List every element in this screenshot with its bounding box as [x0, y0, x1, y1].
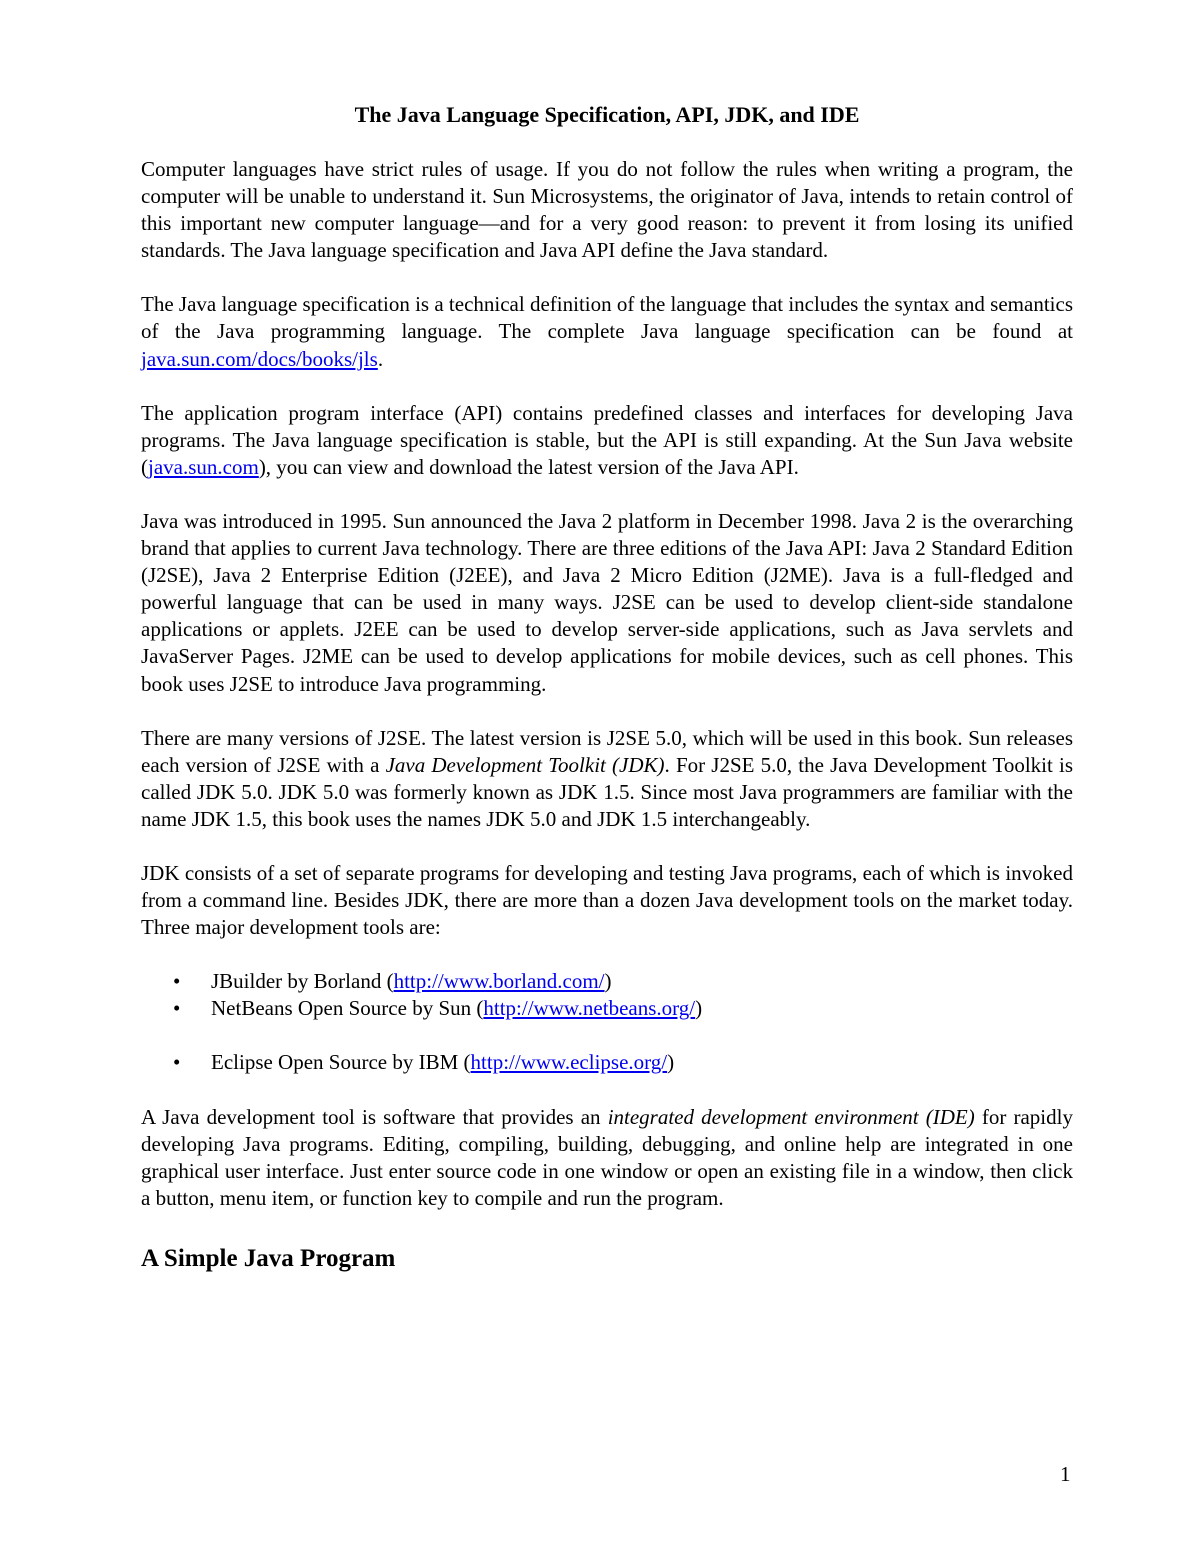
ide-term: integrated development environment (IDE) — [607, 1104, 975, 1129]
list-item — [141, 1049, 1073, 1076]
tool-label: NetBeans Open Source by Sun ( — [211, 996, 484, 1021]
bullet-icon: • — [173, 969, 181, 994]
paragraph-specification — [141, 291, 1073, 372]
paragraph-api-text: The application program interface (API) contains predefined classes and interfaces for developing Java programs. The Java language specification is stable, but the API is still expanding. At the Sun Java website ( — [141, 400, 1073, 479]
paragraph-jdk: JDK consists of a set of separate programs for developing and testing Java programs, each of which is invoked from a command line. Besides JDK, there are more than a dozen Java development tools on the market today. Three major development tools are: — [141, 860, 1073, 940]
netbeans-link[interactable]: http://www.netbeans.org/ — [483, 996, 696, 1021]
paragraph-history: Java was introduced in 1995. Sun announced the Java 2 platform in December 1998. Java 2 is the overarching brand that applies to current Java technology. There are three editions of the Java API: Java 2 Standard Edition (J2SE), Java 2 Enterprise Edition (J2EE), and Java 2 Micro Edition (J2ME). Java is a full-fledged and powerful language that can be used in many ways. J2SE can be used to develop client-side standalone applications or applets. J2EE can be used to develop server-side applications, such as Java servlets and JavaServer Pages. J2ME can be used to develop applications for mobile devices, such as cell phones. This book uses J2SE to introduce Java programming. — [141, 508, 1073, 696]
tool-close: ) — [667, 1050, 675, 1075]
jls-link[interactable]: java.sun.com/docs/books/jls — [141, 346, 378, 371]
bullet-icon: • — [173, 1050, 181, 1075]
page-number: 1 — [1060, 1462, 1071, 1486]
list-item — [141, 995, 1073, 1022]
paragraph-specification-end: . — [377, 346, 384, 371]
tool-label: JBuilder by Borland ( — [211, 969, 394, 994]
tool-close: ) — [695, 996, 703, 1021]
java-website-link[interactable]: java.sun.com — [148, 454, 259, 479]
tool-close: ) — [604, 969, 612, 994]
jdk-term: Java Development Toolkit (JDK) — [385, 752, 665, 777]
paragraph-ide — [141, 1104, 1073, 1212]
paragraph-api — [141, 400, 1073, 481]
bullet-icon: • — [173, 996, 181, 1021]
document-title: The Java Language Specification, API, JDK, and IDE — [354, 102, 860, 127]
paragraph-versions-end: . For J2SE 5.0, the Java Development Toolkit is called JDK 5.0. JDK 5.0 was formerly known as JDK 1.5. Since most Java programmers are familiar with the name JDK 1.5, this book uses the names JDK 5.0 and JDK 1.5 interchangeably. — [141, 752, 1073, 831]
list-item — [141, 968, 1073, 995]
page-content — [141, 100, 1073, 1274]
section-heading: A Simple Java Program — [141, 1244, 396, 1272]
paragraph-ide-end: for rapidly developing Java programs. Editing, compiling, building, debugging, and online help are integrated in one graphical user interface. Just enter source code in one window or open an existing file in a window, then click a button, menu item, or function key to compile and run the program. — [141, 1104, 1073, 1210]
paragraph-intro: Computer languages have strict rules of usage. If you do not follow the rules when writing a program, the computer will be unable to understand it. Sun Microsystems, the originator of Java, intends to retain control of this important new computer language—and for a very good reason: to prevent it from losing its unified standards. The Java language specification and Java API define the Java standard. — [141, 157, 1073, 263]
borland-link[interactable]: http://www.borland.com/ — [393, 969, 605, 994]
tools-list — [141, 968, 1073, 1076]
paragraph-versions — [141, 725, 1073, 833]
paragraph-ide-text: A Java development tool is software that provides an — [141, 1104, 608, 1129]
tool-label: Eclipse Open Source by IBM ( — [211, 1050, 471, 1075]
paragraph-api-end: ), you can view and download the latest version of the Java API. — [258, 454, 799, 479]
paragraph-specification-text: The Java language specification is a technical definition of the language that includes the syntax and semantics of the Java programming language. The complete Java language specification can be found at — [141, 292, 1073, 344]
paragraph-versions-text: There are many versions of J2SE. The latest version is J2SE 5.0, which will be used in this book. Sun releases each version of J2SE with a — [141, 725, 1073, 777]
eclipse-link[interactable]: http://www.eclipse.org/ — [470, 1050, 668, 1075]
